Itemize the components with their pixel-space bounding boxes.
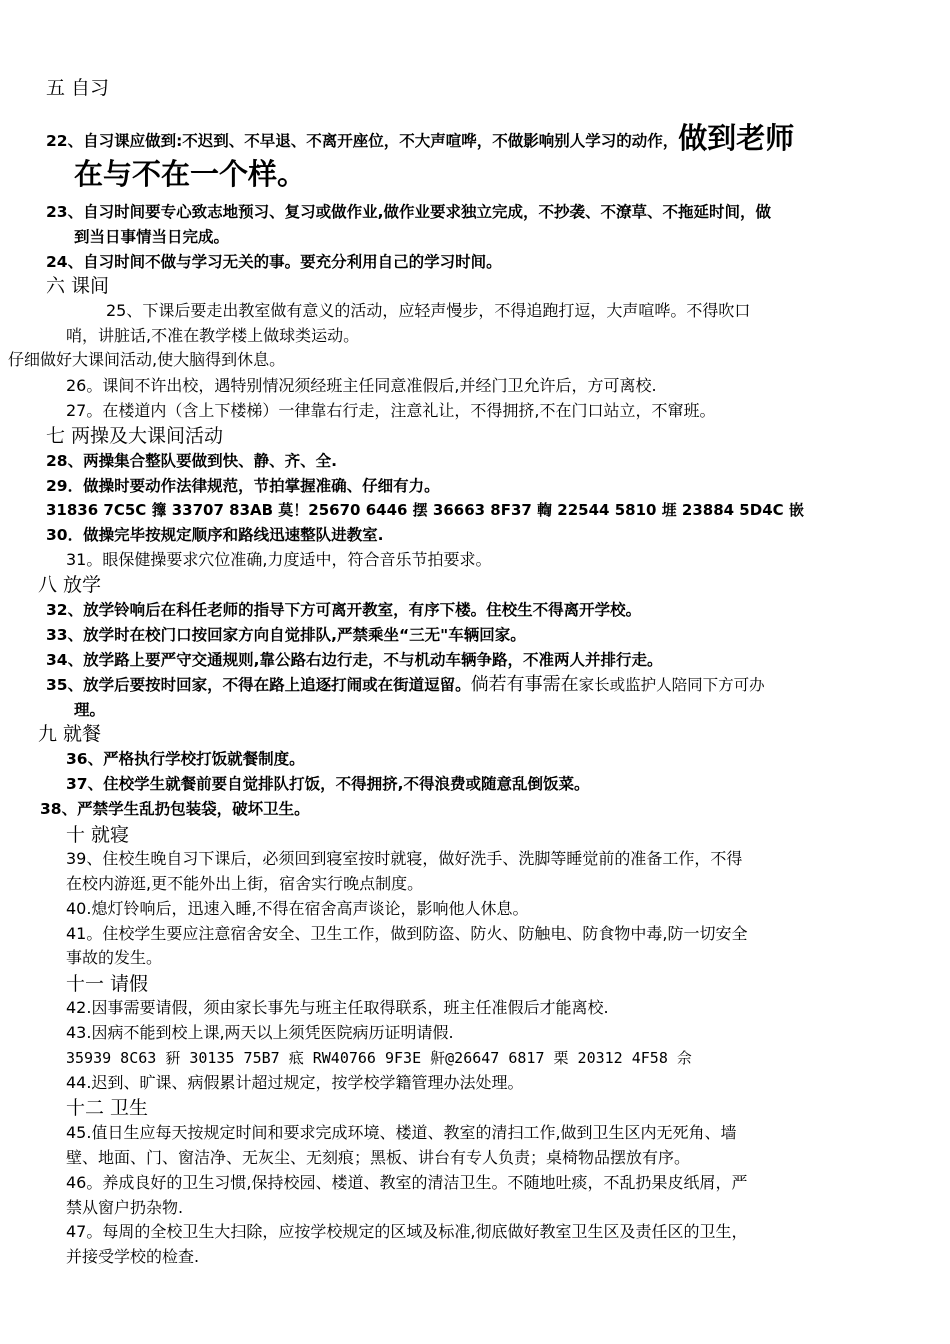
section-heading-leave: 十一 请假 [66,973,149,995]
rule-41-line1: 41。住校学生要应注意宿舍安全、卫生工作，做到防盗、防火、防触电、防食物中毒,防一切安全 [66,924,748,943]
rule-35-line1 [46,675,765,695]
rule-35-text-tail: 家长或监护人陪同下方可办 [578,676,765,694]
rule-42: 42.因事需要请假，须由家长事先与班主任取得联系，班主任准假后才能离校. [66,998,609,1017]
rule-35-text: 35、放学后要按时回家，不得在路上追逐打闹或在街道逗留。 [46,676,471,694]
section-heading-bedtime: 十 就寝 [66,824,130,846]
rule-22-line1 [46,118,794,154]
section-heading-exercises: 七 两操及大课间活动 [46,425,224,447]
rule-38: 38、严禁学生乱扔包装袋，破坏卫生。 [40,800,310,818]
rule-32: 32、放学铃响后在科任老师的指导下方可离开教室，有序下楼。住校生不得离开学校。 [46,601,642,619]
section-heading-self-study: 五 自习 [46,77,110,99]
rule-23-line2: 到当日事情当日完成。 [74,228,230,246]
rule-36: 36、严格执行学校打饭就餐制度。 [66,750,305,768]
rule-27: 27。在楼道内（含上下楼梯）一律靠右行走，注意礼让，不得拥挤,不在门口站立，不窜班。 [66,401,716,420]
rule-37: 37、住校学生就餐前要自觉排队打饭，不得拥挤,不得浪费或随意乱倒饭菜。 [66,775,590,793]
section-heading-recess: 六 课间 [46,275,110,297]
rule-45-line1: 45.值日生应每天按规定时间和要求完成环境、楼道、教室的清扫工作,做到卫生区内无死角、墙 [66,1123,737,1142]
rule-40: 40.熄灯铃响后，迅速入睡,不得在宿舍高声谈论，影响他人休息。 [66,899,529,918]
rule-34: 34、放学路上要严守交通规则,靠公路右边行走，不与机动车辆争路，不准两人并排行走。 [46,651,663,669]
rule-33: 33、放学时在校门口按回家方向自觉排队,严禁乘坐“三无"车辆回家。 [46,626,526,644]
rule-45-line2: 壁、地面、门、窗洁净、无灰尘、无刻痕；黑板、讲台有专人负责；桌椅物品摆放有序。 [66,1148,691,1167]
rule-26: 26。课间不许出校，遇特别情况须经班主任同意准假后,并经门卫允许后，方可离校. [66,376,657,395]
rule-29: 29．做操时要动作法律规范，节拍掌握准确、仔细有力。 [46,477,440,495]
rule-25-line1: 25、下课后要走出教室做有意义的活动，应轻声慢步，不得追跑打逗，大声喧哗。不得吹口 [106,301,751,320]
rule-35-emphasis: 倘若有事需在 [470,674,579,695]
rule-30: 30．做操完毕按规定顺序和路线迅速整队进教室. [46,526,384,544]
rule-23-line1: 23、自习时间要专心致志地预习、复习或做作业,做作业要求独立完成，不抄袭、不潦草、不拖延时间，做 [46,203,771,221]
rule-31: 31。眼保健操要求穴位准确,力度适中，符合音乐节拍要求。 [66,550,492,569]
rule-39-line1: 39、住校生晚自习下课后，必须回到寝室按时就寝，做好洗手、洗脚等睡觉前的准备工作，不得 [66,849,743,868]
rule-46-line2: 禁从窗户扔杂物. [66,1198,184,1217]
rule-22-emphasis: 做到老师 [678,121,795,155]
rule-47-line1: 47。每周的全校卫生大扫除，应按学校规定的区域及标准,彻底做好教室卫生区及责任区的卫生， [66,1222,748,1241]
rule-24: 24、自习时间不做与学习无关的事。要充分利用自己的学习时间。 [46,253,502,271]
rule-22-text: 22、自习课应做到:不迟到、不早退、不离开座位，不大声喧哗，不做影响别人学习的动作， [46,132,679,150]
rule-46-line1: 46。养成良好的卫生习惯,保持校园、楼道、教室的清洁卫生。不随地吐痰，不乱扔果皮纸屑，严 [66,1173,748,1192]
code-line-2: 35939 8C63 豣 30135 75B7 疷 RW40766 9F3E 鼾@26647 6817 栗 20312 4F58 佘 [66,1049,692,1067]
rule-28: 28、两操集合整队要做到快、静、齐、全. [46,452,337,470]
rule-44: 44.迟到、旷课、病假累计超过规定，按学校学籍管理办法处理。 [66,1073,524,1092]
code-line-1: 31836 7C5C 籜 33707 83AB 莫！25670 6446 摆 36663 8F37 輷 22544 5810 堐 23884 5D4C 嵌 [46,501,804,519]
rule-43: 43.因病不能到校上课,两天以上须凭医院病历证明请假. [66,1023,454,1042]
rule-25-line2: 哨，讲脏话,不准在教学楼上做球类运动。 [66,326,360,345]
section-heading-hygiene: 十二 卫生 [66,1097,149,1119]
rule-22-line2: 在与不在一个样。 [74,157,307,191]
rule-25-line3: 仔细做好大课间活动,使大脑得到休息。 [8,350,286,369]
rule-41-line2: 事故的发生。 [66,948,163,967]
rule-39-line2: 在校内游逛,更不能外出上街，宿舍实行晚点制度。 [66,874,424,893]
section-heading-dismissal: 八 放学 [38,574,102,596]
rule-35-line2: 理。 [74,701,106,719]
section-heading-dining: 九 就餐 [38,723,102,745]
rule-47-line2: 并接受学校的检查. [66,1247,200,1266]
